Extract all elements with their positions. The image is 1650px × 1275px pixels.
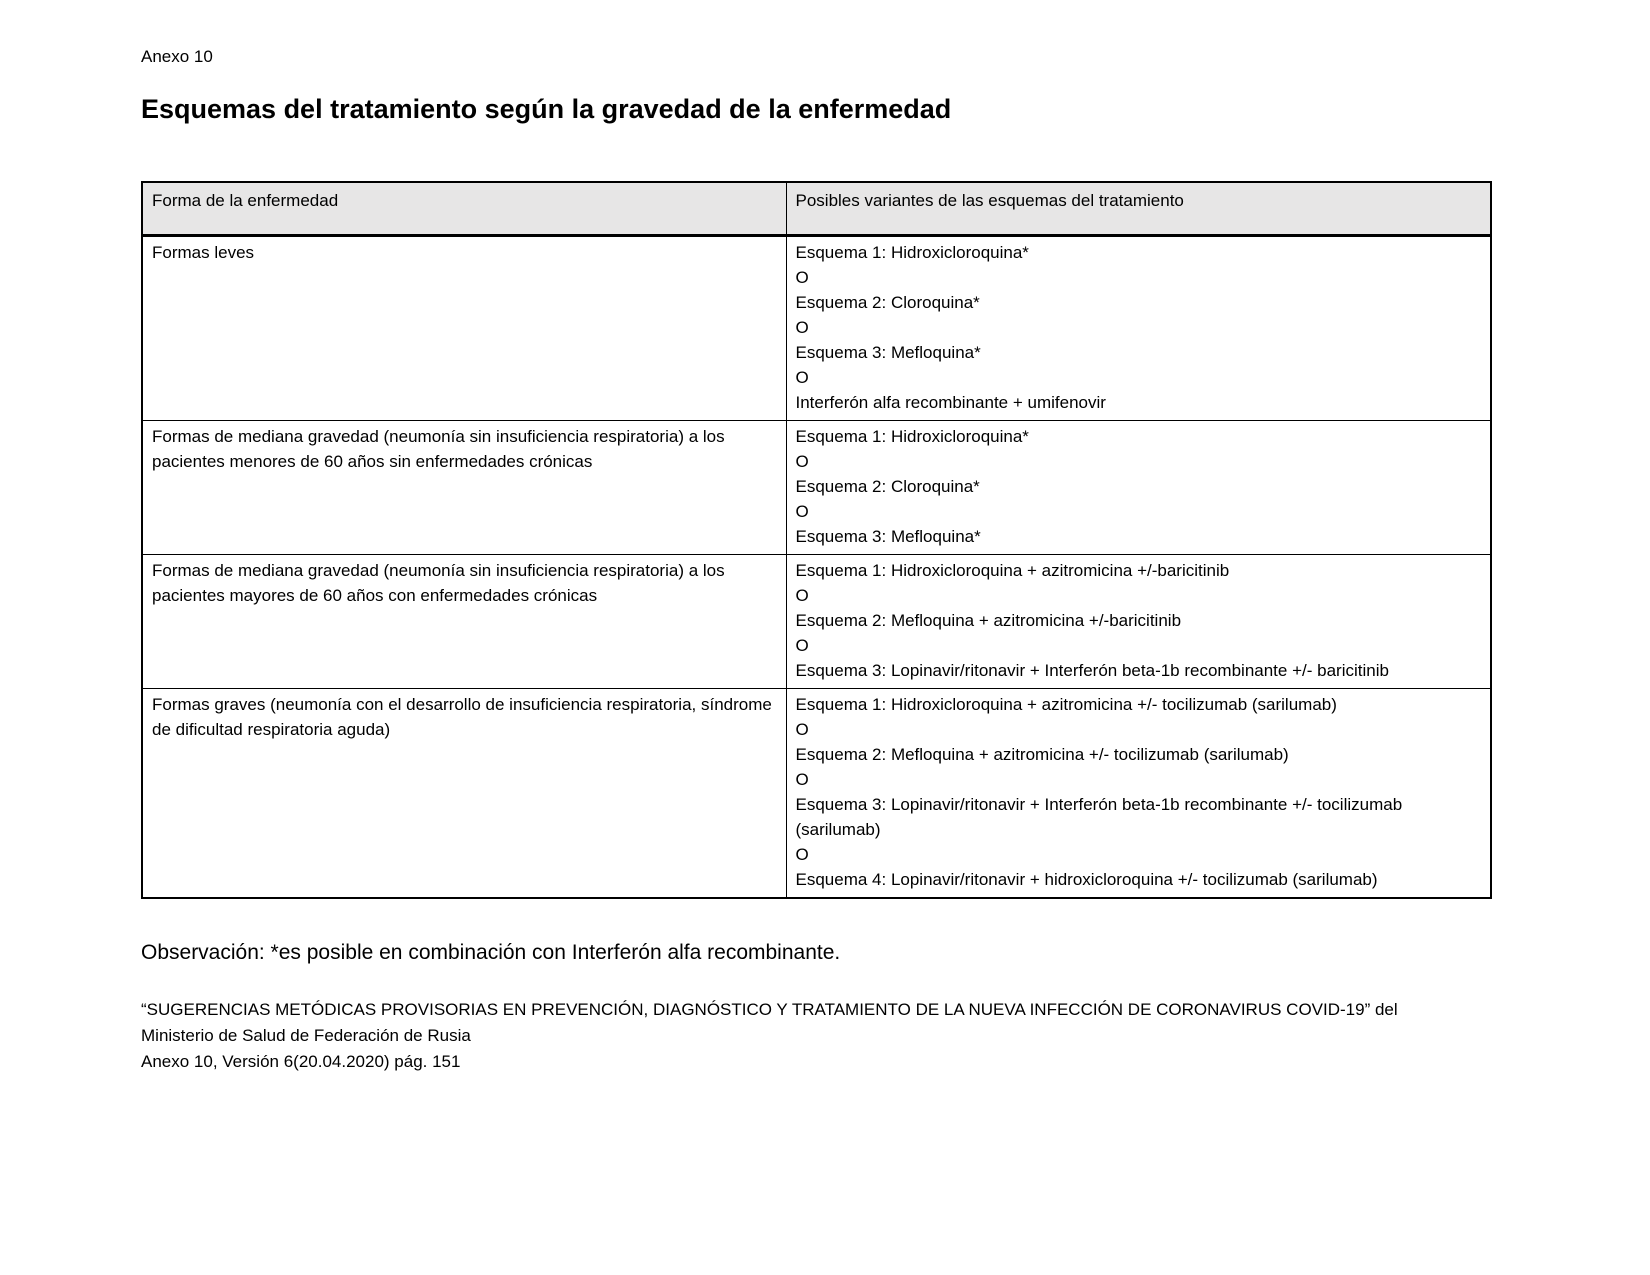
treatment-variants-cell	[786, 554, 1491, 688]
text-line: O	[795, 635, 809, 655]
text-line: O	[795, 585, 809, 605]
text-line: Esquema 2: Mefloquina + azitromicina +/- tocilizumab (sarilumab)	[795, 744, 1289, 764]
text-line: Esquema 1: Hidroxicloroquina + azitromicina +/-baricitinib	[795, 560, 1230, 580]
observation-note: Observación: *es posible en combinación con Interferón alfa recombinante.	[141, 940, 841, 964]
source-citation	[141, 997, 1490, 1075]
text-line: Esquema 3: Mefloquina*	[795, 526, 981, 546]
text-line: Esquema 2: Cloroquina*	[795, 476, 980, 496]
table-header-row	[142, 182, 1491, 235]
text-line: Interferón alfa recombinante + umifenovir	[795, 392, 1106, 412]
text-line: Esquema 3: Lopinavir/ritonavir + Interferón beta-1b recombinante +/- tocilizumab (sarilumab)	[795, 794, 1403, 839]
text-line: “SUGERENCIAS METÓDICAS PROVISORIAS EN PREVENCIÓN, DIAGNÓSTICO Y TRATAMIENTO DE LA NUEVA INFECCIÓN DE CORONAVIRUS COVID-19” del	[141, 999, 1398, 1019]
text-line: Esquema 3: Lopinavir/ritonavir + Interferón beta-1b recombinante +/- baricitinib	[795, 660, 1389, 680]
text-line: O	[795, 769, 809, 789]
header-cell-disease-form: Forma de la enfermedad	[142, 182, 786, 235]
text-line: Esquema 1: Hidroxicloroquina + azitromicina +/- tocilizumab (sarilumab)	[795, 694, 1337, 714]
text-line: Ministerio de Salud de Federación de Rusia	[141, 1025, 471, 1045]
text-line: O	[795, 501, 809, 521]
treatment-variants-cell	[786, 235, 1491, 420]
treatment-variants-cell	[786, 688, 1491, 898]
text-line: O	[795, 317, 809, 337]
disease-form-cell: Formas de mediana gravedad (neumonía sin insuficiencia respiratoria) a los pacientes mayores de 60 años con enfermedades crónicas	[142, 554, 786, 688]
disease-form-cell: Formas graves (neumonía con el desarrollo de insuficiencia respiratoria, síndrome de dificultad respiratoria aguda)	[142, 688, 786, 898]
table-row	[142, 554, 1491, 688]
text-line: Esquema 4: Lopinavir/ritonavir + hidroxicloroquina +/- tocilizumab (sarilumab)	[795, 869, 1378, 889]
text-line: O	[795, 267, 809, 287]
page-title: Esquemas del tratamiento según la gravedad de la enfermedad	[141, 94, 952, 124]
text-line: Esquema 1: Hidroxicloroquina*	[795, 426, 1029, 446]
disease-form-cell: Formas de mediana gravedad (neumonía sin insuficiencia respiratoria) a los pacientes menores de 60 años sin enfermedades crónicas	[142, 420, 786, 554]
header-cell-treatment-variants: Posibles variantes de las esquemas del tratamiento	[786, 182, 1491, 235]
annex-label: Anexo 10	[141, 47, 213, 66]
text-line: O	[795, 719, 809, 739]
text-line: Esquema 2: Cloroquina*	[795, 292, 980, 312]
table-row	[142, 688, 1491, 898]
text-line: O	[795, 367, 809, 387]
text-line: O	[795, 451, 809, 471]
treatment-table	[141, 181, 1492, 899]
treatment-variants-cell	[786, 420, 1491, 554]
disease-form-cell: Formas leves	[142, 235, 786, 420]
table-body	[142, 235, 1491, 898]
text-line: O	[795, 844, 809, 864]
text-line: Esquema 1: Hidroxicloroquina*	[795, 242, 1029, 262]
text-line: Anexo 10, Versión 6(20.04.2020) pág. 151	[141, 1051, 461, 1071]
table-row	[142, 235, 1491, 420]
text-line: Esquema 3: Mefloquina*	[795, 342, 981, 362]
table-row	[142, 420, 1491, 554]
text-line: Esquema 2: Mefloquina + azitromicina +/-baricitinib	[795, 610, 1182, 630]
